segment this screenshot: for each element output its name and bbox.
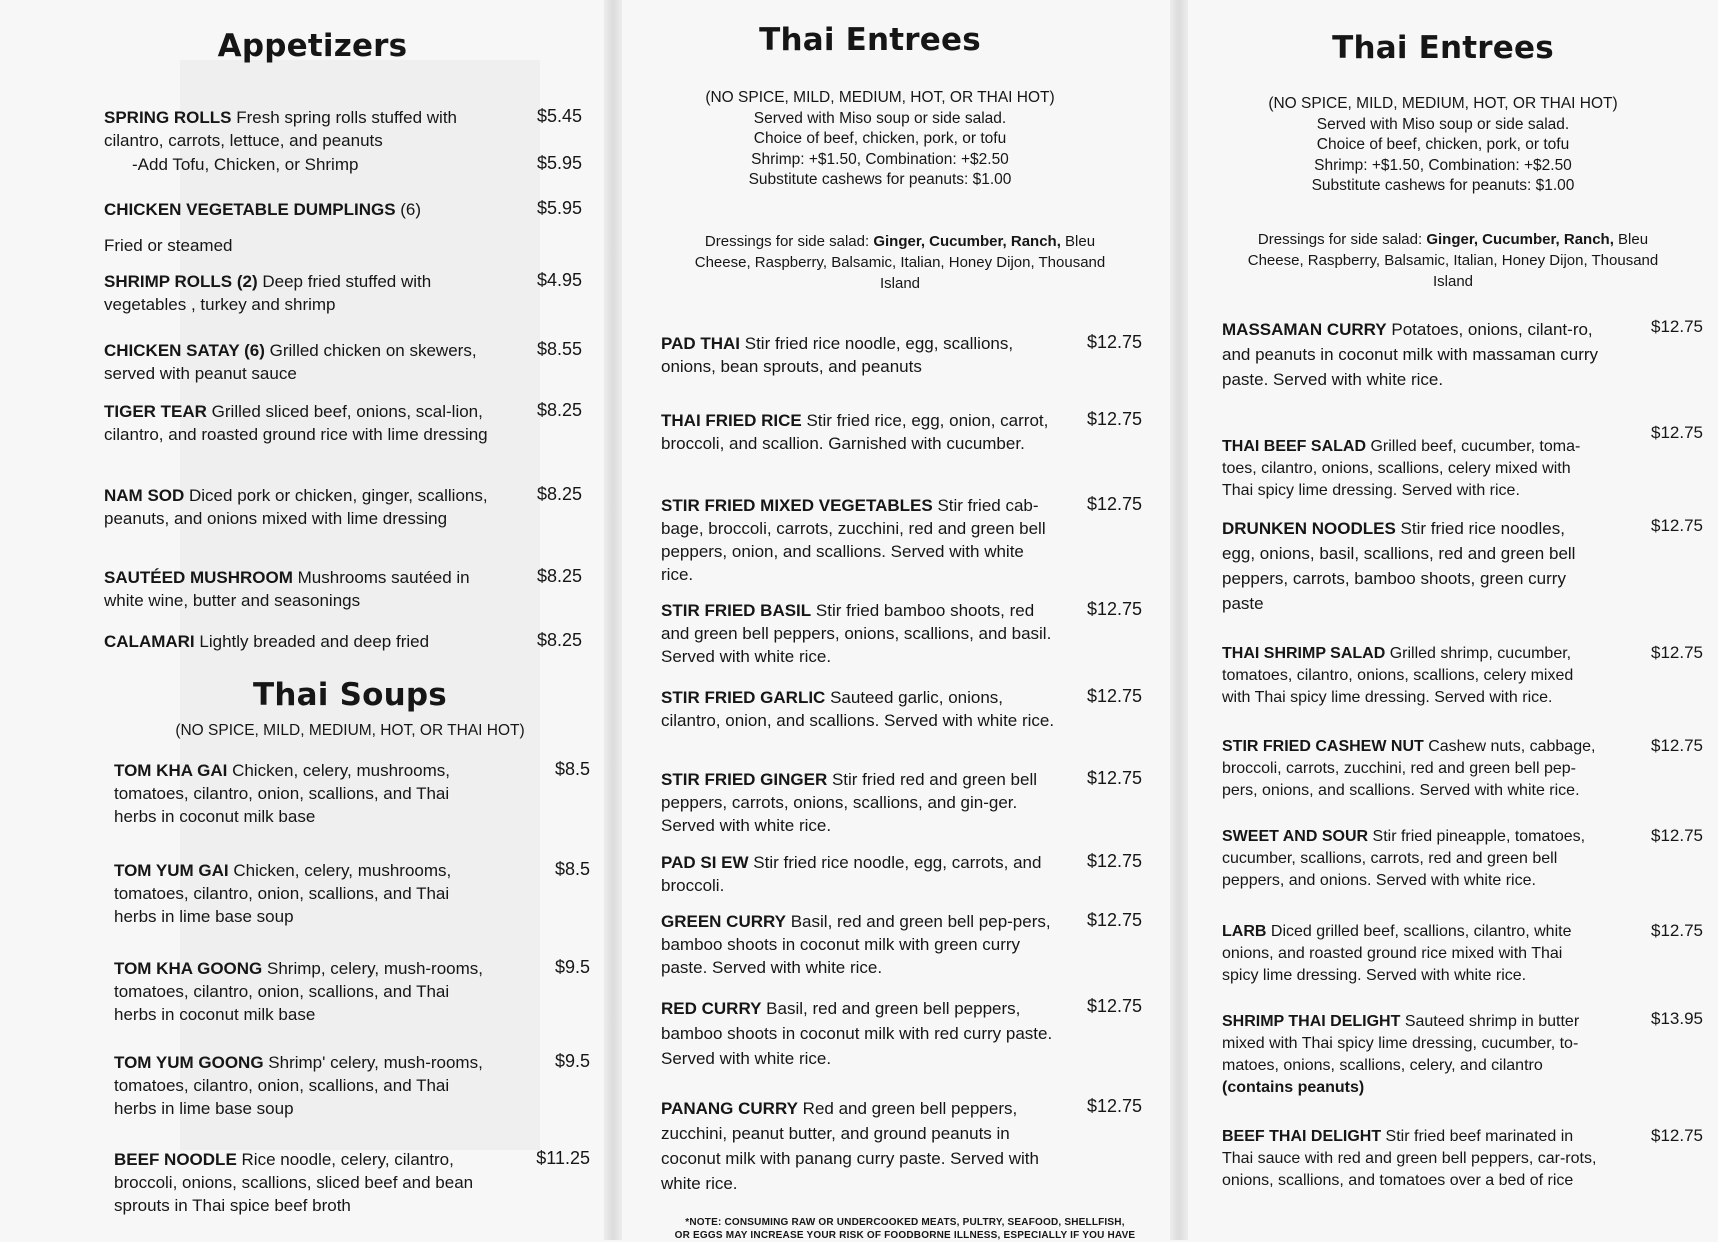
menu-item-addon: -Add Tofu, Chicken, or Shrimp — [132, 155, 359, 174]
menu-item: NAM SOD Diced pork or chicken, ginger, scallions, peanuts, and onions mixed with lime dressing — [104, 486, 488, 528]
entrees-panel-1 — [610, 0, 1170, 1240]
menu-item: THAI BEEF SALAD Grilled beef, cucumber, toma-toes, cilantro, onions, scallions, celery mixed with Thai spicy lime dressing. Served with rice. — [1222, 438, 1581, 499]
menu-item: LARB Diced grilled beef, scallions, cilantro, white onions, and roasted ground rice mixed with Thai spicy lime dressing. Served with white rice. — [1222, 923, 1572, 984]
menu-item: TOM KHA GAI Chicken, celery, mushrooms, tomatoes, cilantro, onion, scallions, and Thai herbs in coconut milk base — [114, 761, 450, 826]
price: $12.75 — [1651, 921, 1703, 940]
entrees-title: Thai Entrees — [1332, 30, 1554, 66]
menu-item: CHICKEN VEGETABLE DUMPLINGS (6) — [104, 200, 422, 219]
page-fold — [1170, 0, 1188, 1240]
soups-title: Thai Soups — [253, 677, 447, 713]
price: $12.75 — [1651, 423, 1703, 442]
menu-item: TIGER TEAR Grilled sliced beef, onions, scal-lion, cilantro, and roasted ground rice with lime dressing — [104, 402, 488, 444]
price: $12.75 — [1086, 851, 1142, 871]
price: $11.25 — [536, 1148, 590, 1168]
entrees-title: Thai Entrees — [759, 22, 981, 58]
menu-item: STIR FRIED GARLIC Sauteed garlic, onions, cilantro, onion, and scallions. Served with white rice. — [661, 688, 1055, 730]
price: $5.95 — [536, 198, 582, 218]
menu-item: DRUNKEN NOODLES Stir fried rice noodles, egg, onions, basil, scallions, red and green bell peppers, carrots, bamboo shoots, green curry paste — [1222, 519, 1576, 613]
price: $12.75 — [1086, 686, 1142, 706]
price: $5.45 — [536, 106, 582, 126]
price: $13.95 — [1651, 1009, 1703, 1028]
price: $12.75 — [1086, 332, 1142, 352]
price: $12.75 — [1651, 317, 1703, 336]
price: $5.95 — [536, 153, 582, 173]
menu-item: PAD SI EW Stir fried rice noodle, egg, carrots, and broccoli. — [661, 853, 1042, 895]
price: $12.75 — [1651, 826, 1703, 845]
menu-item: CHICKEN SATAY (6) Grilled chicken on skewers, served with peanut sauce — [104, 341, 477, 383]
entrees-panel-2 — [1188, 0, 1718, 1240]
menu-item: RED CURRY Basil, red and green bell peppers, bamboo shoots in coconut milk with red curry paste. Served with white rice. — [661, 999, 1053, 1068]
menu-item: BEEF NOODLE Rice noodle, celery, cilantro, broccoli, onions, scallions, sliced beef and bean sprouts in Thai spice beef broth — [114, 1150, 474, 1215]
menu-item: MASSAMAN CURRY Potatoes, onions, cilant-ro, and peanuts in coconut milk with massaman curry paste. Served with white rice. — [1222, 320, 1599, 389]
menu-item: STIR FRIED CASHEW NUT Cashew nuts, cabbage, broccoli, carrots, zucchini, red and green bell pep-pers, onions, and scallions. Served with white rice. — [1222, 738, 1596, 799]
menu-item: TOM KHA GOONG Shrimp, celery, mush-rooms, tomatoes, cilantro, onion, scallions, and Thai herbs in coconut milk base — [114, 959, 484, 1024]
price: $8.25 — [536, 484, 582, 504]
menu-item: SHRIMP THAI DELIGHT Sauteed shrimp in butter mixed with Thai spicy lime dressing, cucumber, to-matoes, onions, scallions, celery, and cilantro (contains peanuts) — [1222, 1013, 1580, 1096]
menu-item: SHRIMP ROLLS (2) Deep fried stuffed with vegetables , turkey and shrimp — [104, 272, 432, 314]
menu-item: PAD THAI Stir fried rice noodle, egg, scallions, onions, bean sprouts, and peanuts — [661, 334, 1014, 376]
menu-item: STIR FRIED GINGER Stir fried red and green bell peppers, carrots, onions, scallions, and gin-ger. Served with white rice. — [661, 770, 1038, 835]
price: $12.75 — [1651, 736, 1703, 755]
price: $12.75 — [1086, 1096, 1142, 1116]
price: $8.5 — [554, 859, 590, 879]
price: $8.55 — [536, 339, 582, 359]
price: $4.95 — [536, 270, 582, 290]
appetizers-title: Appetizers — [217, 28, 408, 64]
menu-item: STIR FRIED BASIL Stir fried bamboo shoots, red and green bell peppers, onions, scallions, and basil. Served with white rice. — [661, 601, 1052, 666]
menu-item: THAI FRIED RICE Stir fried rice, egg, onion, carrot, broccoli, and scallion. Garnished with cucumber. — [661, 411, 1049, 453]
menu-item: PANANG CURRY Red and green bell peppers, zucchini, peanut butter, and ground peanuts in coconut milk with panang curry paste. Served with white rice. — [661, 1099, 1039, 1193]
menu-item: THAI SHRIMP SALAD Grilled shrimp, cucumber, tomatoes, cilantro, onions, scallions, celery mixed with Thai spicy lime dressing. Served with rice. — [1222, 645, 1574, 706]
price: $9.5 — [554, 1051, 590, 1071]
entrees-info: (NO SPICE, MILD, MEDIUM, HOT, OR THAI HOT) Served with Miso soup or side salad. Choice of beef, chicken, pork, or tofu Shrimp: +$1.50, Combination: +$2.50 Substitute cashews for peanuts: $1.00 — [705, 89, 1055, 188]
dressings-info: Dressings for side salad: Ginger, Cucumber, Ranch, Bleu Cheese, Raspberry, Balsamic, Italian, Honey Dijon, Thousand Island — [1247, 231, 1659, 290]
price: $12.75 — [1086, 768, 1142, 788]
dressings-info: Dressings for side salad: Ginger, Cucumber, Ranch, Bleu Cheese, Raspberry, Balsamic, Italian, Honey Dijon, Thousand Island — [694, 233, 1106, 292]
price: $12.75 — [1086, 494, 1142, 514]
menu-item: GREEN CURRY Basil, red and green bell pep-pers, bamboo shoots in coconut milk with green curry paste. Served with white rice. — [661, 912, 1051, 977]
price: $12.75 — [1086, 599, 1142, 619]
price: $12.75 — [1086, 996, 1142, 1016]
price: $12.75 — [1086, 409, 1142, 429]
menu-item: STIR FRIED MIXED VEGETABLES Stir fried cab-bage, broccoli, carrots, zucchini, red and green bell peppers, onion, and scallions. Served with white rice. — [661, 496, 1046, 584]
menu-item: SAUTÉED MUSHROOM Mushrooms sautéed in white wine, butter and seasonings — [104, 568, 470, 610]
price: $8.25 — [536, 566, 582, 586]
menu-item: CALAMARI Lightly breaded and deep fried — [104, 632, 430, 651]
menu-item-note: Fried or steamed — [104, 236, 233, 255]
price: $8.5 — [554, 759, 590, 779]
menu-item: TOM YUM GAI Chicken, celery, mushrooms, tomatoes, cilantro, onion, scallions, and Thai herbs in lime base soup — [114, 861, 452, 926]
entrees-info: (NO SPICE, MILD, MEDIUM, HOT, OR THAI HOT) Served with Miso soup or side salad. Choice of beef, chicken, pork, or tofu Shrimp: +$1.50, Combination: +$2.50 Substitute cashews for peanuts: $1.00 — [1268, 95, 1618, 194]
food-safety-note: *NOTE: CONSUMING RAW OR UNDERCOOKED MEATS, PULTRY, SEAFOOD, SHELLFISH, OR EGGS MAY INCREASE YOUR RISK OF FOODBORNE ILLNESS, ESPECIALLY IF YOU HAVE — [674, 1217, 1136, 1241]
price: $12.75 — [1651, 643, 1703, 662]
menu-item: SPRING ROLLS Fresh spring rolls stuffed with cilantro, carrots, lettuce, and peanuts — [104, 108, 458, 150]
price: $9.5 — [554, 957, 590, 977]
appetizers-panel — [0, 0, 610, 1240]
price: $12.75 — [1086, 910, 1142, 930]
menu-item: TOM YUM GOONG Shrimp' celery, mush-rooms, tomatoes, cilantro, onion, scallions, and Thai herbs in lime base soup — [114, 1053, 483, 1118]
price: $12.75 — [1651, 1126, 1703, 1145]
price: $12.75 — [1651, 516, 1703, 535]
soups-subtitle: (NO SPICE, MILD, MEDIUM, HOT, OR THAI HOT) — [175, 722, 525, 739]
price: $8.25 — [536, 400, 582, 420]
menu-item: SWEET AND SOUR Stir fried pineapple, tomatoes, cucumber, scallions, carrots, red and green bell peppers, and onions. Served with white rice. — [1222, 828, 1586, 889]
menu-item: BEEF THAI DELIGHT Stir fried beef marinated in Thai sauce with red and green bell peppers, car-rots, onions, scallions, and tomatoes over a bed of rice — [1222, 1128, 1597, 1189]
price: $8.25 — [536, 630, 582, 650]
